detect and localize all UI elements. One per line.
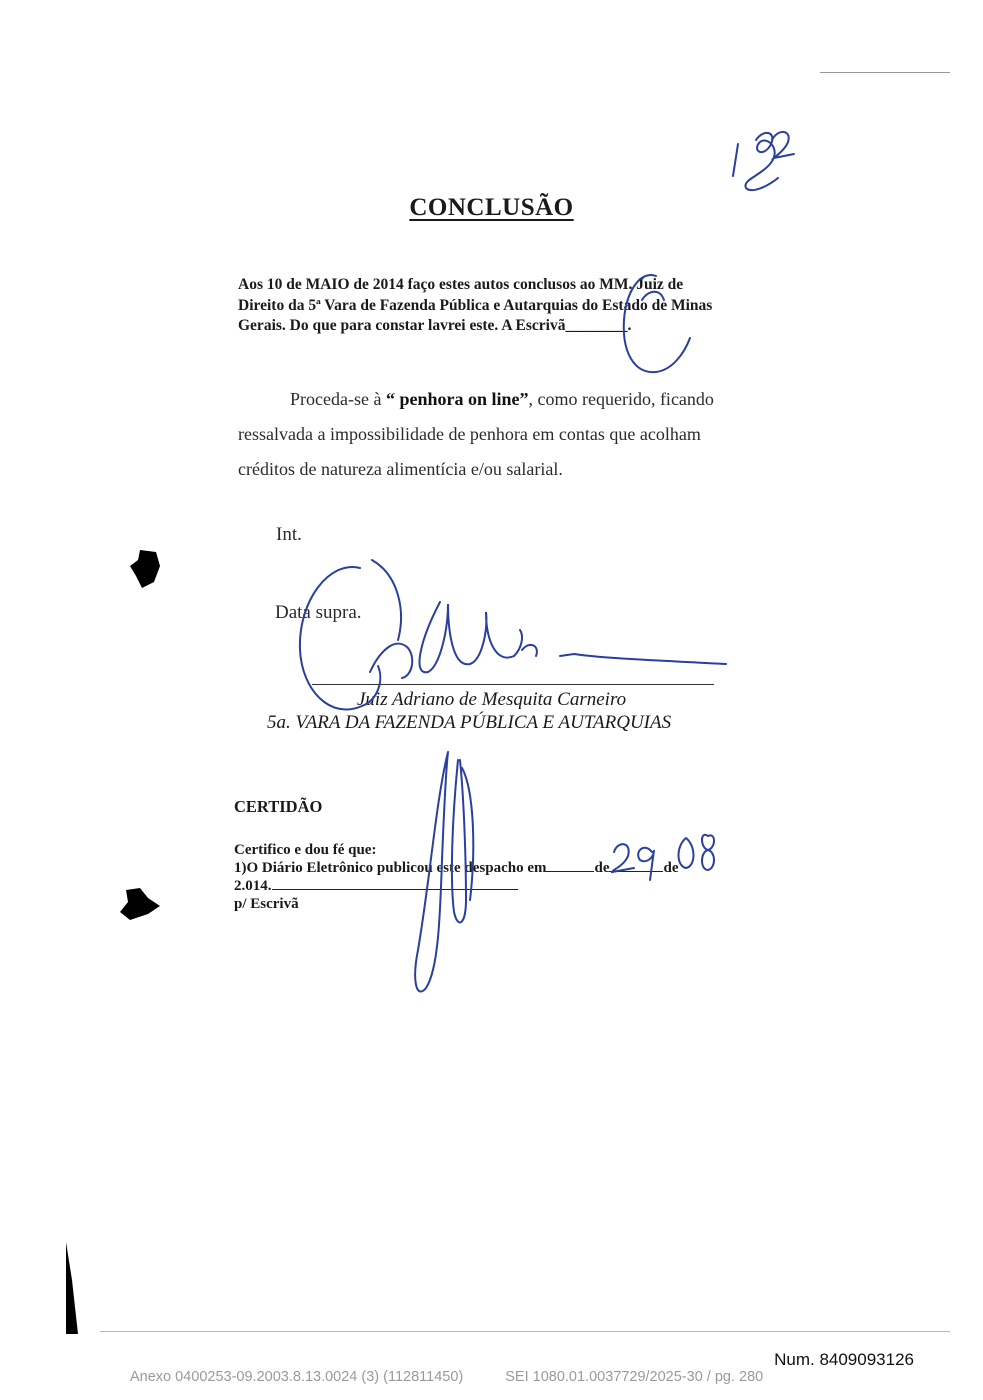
certidao-body	[234, 841, 678, 913]
month-blank	[609, 859, 663, 872]
page-title: CONCLUSÃO	[409, 194, 574, 221]
handwritten-page-number	[733, 132, 794, 190]
footer-reference	[130, 1369, 763, 1385]
punch-hole-top	[130, 550, 160, 588]
scan-edge-bar	[66, 1242, 78, 1334]
order-line-1: Proceda-se à “ penhora on line”, como requerido, ficando	[290, 389, 714, 409]
order-paragraph	[238, 382, 794, 487]
order-highlight: “ penhora on line”	[385, 389, 529, 409]
certidao-line-1: Certifico e dou fé que:	[234, 842, 377, 858]
bottom-rule	[100, 1331, 950, 1332]
data-supra-label: Data supra.	[275, 602, 362, 623]
top-rule	[820, 72, 950, 73]
conclusion-line-3: Gerais. Do que para constar lavrei este. A Escrivã________.	[238, 317, 632, 334]
judge-name: Juiz Adriano de Mesquita Carneiro	[357, 689, 627, 710]
sei-reference: SEI 1080.01.0037729/2025-30 / pg. 280	[505, 1369, 764, 1385]
judge-signature	[300, 560, 726, 709]
order-line-2: ressalvada a impossibilidade de penhora em contas que acolham	[238, 424, 701, 444]
annex-reference: Anexo 0400253-09.2003.8.13.0024 (3) (112811450)	[130, 1369, 464, 1385]
year-blank	[272, 877, 518, 890]
court-name: 5a. VARA DA FAZENDA PÚBLICA E AUTARQUIAS	[267, 712, 672, 733]
order-line-3: créditos de natureza alimentícia e/ou salarial.	[238, 459, 563, 479]
int-label: Int.	[276, 524, 302, 545]
signature-line	[312, 684, 714, 685]
conclusion-paragraph	[238, 275, 794, 337]
document-number: Num. 8409093126	[774, 1350, 914, 1369]
conclusion-line-2: Direito da 5ª Vara de Fazenda Pública e Autarquias do Estado de Minas	[238, 296, 713, 314]
certidao-line-4: p/ Escrivã	[234, 896, 299, 912]
certidao-line-2: 1)O Diário Eletrônico publicou este despacho em de de	[234, 860, 679, 876]
certidao-line-3: 2.014.	[234, 877, 678, 895]
conclusion-line-1: Aos 10 de MAIO de 2014 faço estes autos conclusos ao MM. Juiz de	[238, 276, 684, 293]
punch-hole-bottom	[120, 888, 160, 920]
day-blank	[546, 859, 594, 872]
handwritten-month	[679, 835, 715, 870]
certidao-title: CERTIDÃO	[234, 797, 323, 816]
